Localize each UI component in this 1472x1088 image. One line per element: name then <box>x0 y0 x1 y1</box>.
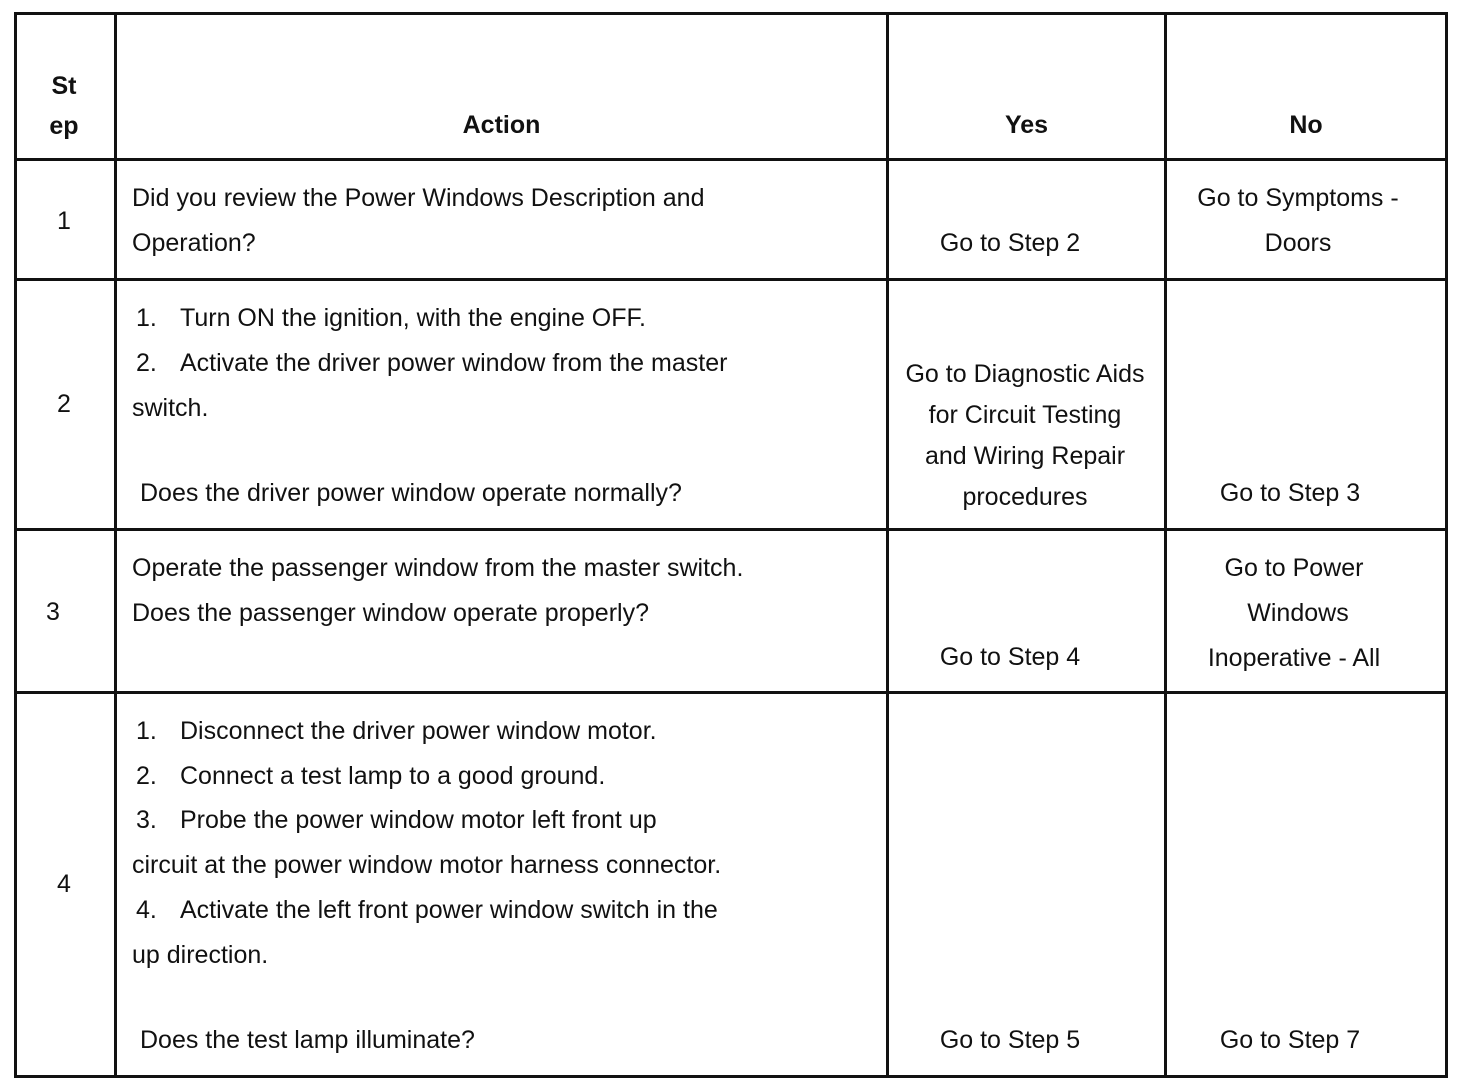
yes-cell <box>889 635 1131 680</box>
action-line: switch. <box>132 394 209 422</box>
action-cell <box>132 709 721 977</box>
no-line: Go to Power <box>1224 554 1364 582</box>
step-number: 1 <box>57 207 71 235</box>
no-line: Windows <box>1247 599 1349 627</box>
header-divider <box>14 158 1448 161</box>
row-divider <box>14 528 1448 531</box>
action-line: Does the passenger window operate properly? <box>132 599 649 627</box>
no-line: Go to Symptoms - <box>1197 184 1399 212</box>
row-divider <box>14 278 1448 281</box>
yes-line: Go to Step 4 <box>939 643 1081 671</box>
no-cell <box>1167 1018 1413 1063</box>
action-line: circuit at the power window motor harness connector. <box>132 851 722 880</box>
step-number: 3 <box>46 598 60 626</box>
action-question: Does the test lamp illuminate? <box>140 1026 475 1054</box>
table-border-bottom <box>14 1075 1448 1078</box>
list-item: 2. Activate the driver power window from the master <box>136 349 728 377</box>
list-item: 3. Probe the power window motor left front up <box>136 806 657 835</box>
column-divider <box>114 12 117 1078</box>
table-border-top <box>14 12 1448 15</box>
header-yes: Yes <box>1004 111 1049 139</box>
yes-cell <box>889 354 1161 518</box>
no-cell <box>1167 176 1429 266</box>
action-line: Did you review the Power Windows Description and <box>132 184 705 212</box>
header-step-line1: St <box>51 72 77 100</box>
row-divider <box>14 691 1448 694</box>
no-cell <box>1167 471 1413 516</box>
list-item: 1. Disconnect the driver power window motor. <box>136 717 657 745</box>
yes-line: and Wiring Repair <box>924 442 1126 470</box>
action-cell <box>132 176 704 266</box>
no-line: Go to Step 7 <box>1219 1026 1361 1054</box>
column-divider <box>1164 12 1167 1078</box>
yes-line: Go to Diagnostic Aids <box>905 360 1145 388</box>
no-line: Inoperative - All <box>1207 644 1381 672</box>
table-border-right <box>1445 12 1448 1078</box>
step-number: 4 <box>57 870 71 898</box>
header-step <box>14 66 114 146</box>
list-item: 1. Turn ON the ignition, with the engine OFF. <box>136 304 646 332</box>
header-no: No <box>1289 111 1323 139</box>
yes-line: Go to Step 2 <box>939 229 1081 257</box>
action-question: Does the driver power window operate normally? <box>140 479 682 507</box>
no-line: Go to Step 3 <box>1219 479 1361 507</box>
table-border-left <box>14 12 17 1078</box>
step-number: 2 <box>57 390 71 418</box>
header-action: Action <box>462 111 541 139</box>
action-line: Operate the passenger window from the master switch. <box>132 554 744 582</box>
action-cell <box>132 546 743 636</box>
header-step-line2: ep <box>49 112 79 140</box>
no-cell <box>1167 546 1421 681</box>
column-divider <box>886 12 889 1078</box>
yes-cell <box>889 1018 1131 1063</box>
action-line: Operation? <box>132 229 256 257</box>
action-line: up direction. <box>132 940 269 969</box>
list-item: 4. Activate the left front power window switch in the <box>136 895 718 924</box>
yes-line: Go to Step 5 <box>939 1026 1081 1054</box>
yes-cell <box>889 221 1131 266</box>
yes-line: procedures <box>962 483 1088 511</box>
list-item: 2. Connect a test lamp to a good ground. <box>136 761 606 790</box>
no-line: Doors <box>1264 229 1332 257</box>
yes-line: for Circuit Testing <box>928 401 1122 429</box>
action-cell <box>132 296 727 431</box>
